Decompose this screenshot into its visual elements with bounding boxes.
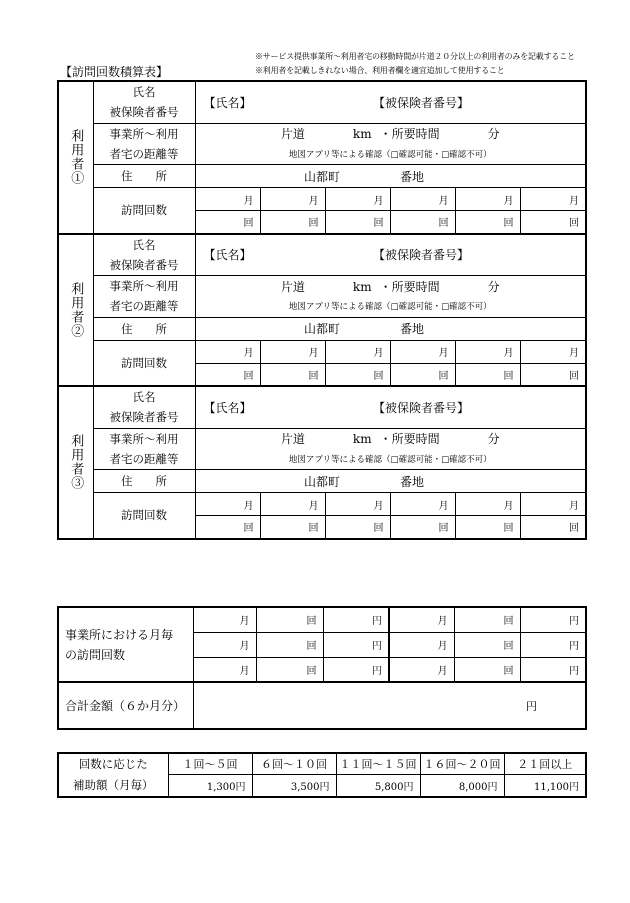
summary-month-cell[interactable]: 月 bbox=[193, 657, 256, 682]
visit-month-cell[interactable]: 月 bbox=[520, 493, 586, 516]
visit-count-cell[interactable]: 回 bbox=[325, 211, 390, 234]
distance-label: 事業所〜利用 bbox=[93, 276, 195, 297]
insured-number-label: 被保険者番号 bbox=[93, 255, 195, 276]
summary-count-cell[interactable]: 回 bbox=[454, 607, 520, 632]
travel-time-label: ・所要時間 bbox=[379, 432, 440, 446]
rate-amount-4: 8,000円 bbox=[420, 774, 504, 797]
visit-month-cell[interactable]: 月 bbox=[260, 340, 325, 363]
visit-month-cell[interactable]: 月 bbox=[260, 493, 325, 516]
travel-time-label: ・所要時間 bbox=[379, 279, 440, 294]
summary-month-cell[interactable]: 月 bbox=[389, 607, 454, 632]
summary-count-cell[interactable]: 回 bbox=[454, 657, 520, 682]
travel-time-label: ・所要時間 bbox=[379, 127, 440, 141]
visit-count-cell[interactable]: 回 bbox=[390, 363, 455, 386]
visit-count-cell[interactable]: 回 bbox=[455, 211, 520, 234]
monthly-summary-table bbox=[57, 606, 587, 730]
visit-count-cell[interactable]: 回 bbox=[455, 363, 520, 386]
visit-count-cell[interactable]: 回 bbox=[520, 516, 586, 539]
distance-label-2: 者宅の距離等 bbox=[93, 144, 195, 165]
visit-month-cell[interactable]: 月 bbox=[195, 188, 260, 211]
user-visit-table bbox=[57, 80, 587, 540]
oneway-label: 片道 bbox=[280, 127, 305, 141]
rate-amount-3: 5,800円 bbox=[336, 774, 420, 797]
visit-month-cell[interactable]: 月 bbox=[455, 188, 520, 211]
insured-number-field[interactable]: 【被保険者番号】 bbox=[325, 386, 586, 428]
name-label: 氏名 bbox=[93, 234, 195, 255]
user-label: 利用者① bbox=[58, 81, 93, 234]
address-label: 住 所 bbox=[93, 470, 195, 493]
visit-count-cell[interactable]: 回 bbox=[325, 516, 390, 539]
address-banchi[interactable]: 番地 bbox=[390, 165, 586, 188]
address-label: 住 所 bbox=[93, 317, 195, 340]
visit-month-cell[interactable]: 月 bbox=[520, 340, 586, 363]
distance-field[interactable] bbox=[195, 428, 586, 449]
visit-count-cell[interactable]: 回 bbox=[195, 211, 260, 234]
minutes-unit: 分 bbox=[487, 127, 500, 141]
subsidy-rate-table bbox=[57, 752, 587, 798]
summary-month-cell[interactable]: 月 bbox=[389, 632, 454, 657]
visit-month-cell[interactable]: 月 bbox=[195, 340, 260, 363]
address-banchi[interactable]: 番地 bbox=[390, 470, 586, 493]
address-town[interactable]: 山都町 bbox=[195, 165, 390, 188]
visit-month-cell[interactable]: 月 bbox=[390, 340, 455, 363]
insured-number-label: 被保険者番号 bbox=[93, 102, 195, 123]
map-confirm-checkbox-line[interactable]: 地図アプリ等による確認（□確認可能・□確認不可） bbox=[195, 296, 586, 317]
summary-month-cell[interactable]: 月 bbox=[193, 632, 256, 657]
visit-month-cell[interactable]: 月 bbox=[325, 493, 390, 516]
total-amount-label: 合計金額（６か月分） bbox=[58, 682, 193, 729]
rate-label-line1: 回数に応じた bbox=[58, 753, 168, 774]
address-banchi[interactable]: 番地 bbox=[390, 317, 586, 340]
visit-count-cell[interactable]: 回 bbox=[195, 516, 260, 539]
distance-field[interactable] bbox=[195, 276, 586, 297]
distance-field[interactable] bbox=[195, 123, 586, 144]
visit-month-cell[interactable]: 月 bbox=[520, 188, 586, 211]
minutes-unit: 分 bbox=[487, 432, 500, 446]
monthly-visits-label bbox=[58, 607, 193, 682]
rate-amount-1: 1,300円 bbox=[168, 774, 252, 797]
distance-label: 事業所〜利用 bbox=[93, 428, 195, 449]
summary-yen-cell[interactable]: 円 bbox=[520, 607, 586, 632]
km-unit: km bbox=[352, 127, 372, 141]
visit-month-cell[interactable]: 月 bbox=[390, 493, 455, 516]
visit-month-cell[interactable]: 月 bbox=[325, 188, 390, 211]
summary-count-cell[interactable]: 回 bbox=[256, 657, 323, 682]
user-label: 利用者② bbox=[58, 234, 93, 387]
insured-number-field[interactable]: 【被保険者番号】 bbox=[325, 81, 586, 123]
summary-yen-cell[interactable]: 円 bbox=[323, 607, 389, 632]
rate-range-1: １回〜５回 bbox=[168, 753, 252, 774]
address-label: 住 所 bbox=[93, 165, 195, 188]
visit-month-cell[interactable]: 月 bbox=[260, 188, 325, 211]
visit-month-cell[interactable]: 月 bbox=[195, 493, 260, 516]
name-field[interactable]: 【氏名】 bbox=[195, 81, 325, 123]
oneway-label: 片道 bbox=[280, 279, 305, 294]
visit-count-cell[interactable]: 回 bbox=[390, 211, 455, 234]
visit-month-cell[interactable]: 月 bbox=[325, 340, 390, 363]
rate-range-2: ６回〜１０回 bbox=[252, 753, 336, 774]
summary-yen-cell[interactable]: 円 bbox=[323, 632, 389, 657]
visit-month-cell[interactable]: 月 bbox=[390, 188, 455, 211]
rate-range-3: １１回〜１５回 bbox=[336, 753, 420, 774]
distance-label-2: 者宅の距離等 bbox=[93, 449, 195, 470]
visit-count-cell[interactable]: 回 bbox=[455, 516, 520, 539]
distance-label-2: 者宅の距離等 bbox=[93, 296, 195, 317]
km-unit: km bbox=[352, 432, 372, 446]
address-town[interactable]: 山都町 bbox=[195, 470, 390, 493]
summary-count-cell[interactable]: 回 bbox=[454, 632, 520, 657]
rate-amount-2: 3,500円 bbox=[252, 774, 336, 797]
visit-count-cell[interactable]: 回 bbox=[260, 363, 325, 386]
km-unit: km bbox=[352, 279, 372, 294]
visit-count-cell[interactable]: 回 bbox=[195, 363, 260, 386]
visit-count-cell[interactable]: 回 bbox=[390, 516, 455, 539]
visits-label: 訪問回数 bbox=[93, 188, 195, 234]
summary-month-cell[interactable]: 月 bbox=[389, 657, 454, 682]
minutes-unit: 分 bbox=[487, 279, 500, 294]
summary-count-cell[interactable]: 回 bbox=[256, 632, 323, 657]
visits-label: 訪問回数 bbox=[93, 493, 195, 539]
name-field[interactable]: 【氏名】 bbox=[195, 234, 325, 276]
user-label: 利用者③ bbox=[58, 386, 93, 539]
visit-month-cell[interactable]: 月 bbox=[455, 493, 520, 516]
monthly-label-line1: 事業所における月毎 bbox=[65, 627, 174, 642]
name-field[interactable]: 【氏名】 bbox=[195, 386, 325, 428]
rate-amount-5: 11,100円 bbox=[504, 774, 586, 797]
address-town[interactable]: 山都町 bbox=[195, 317, 390, 340]
visit-count-cell[interactable]: 回 bbox=[260, 211, 325, 234]
visit-count-cell[interactable]: 回 bbox=[325, 363, 390, 386]
monthly-label-line2: の訪問回数 bbox=[65, 647, 126, 662]
total-amount-field[interactable]: 円 bbox=[193, 682, 586, 729]
rate-range-4: １６回〜２０回 bbox=[420, 753, 504, 774]
rate-range-5: ２１回以上 bbox=[504, 753, 586, 774]
visit-count-cell[interactable]: 回 bbox=[260, 516, 325, 539]
note-travel-time: ※サービス提供事業所〜利用者宅の移動時間が片道２０分以上の利用者のみを記載すること bbox=[255, 52, 575, 61]
rate-label-line2: 補助額（月毎） bbox=[58, 774, 168, 797]
visit-count-cell[interactable]: 回 bbox=[520, 363, 586, 386]
form-title: 【訪問回数積算表】 bbox=[60, 65, 169, 79]
summary-count-cell[interactable]: 回 bbox=[256, 607, 323, 632]
insured-number-label: 被保険者番号 bbox=[93, 407, 195, 428]
map-confirm-checkbox-line[interactable]: 地図アプリ等による確認（□確認可能・□確認不可） bbox=[195, 449, 586, 470]
summary-yen-cell[interactable]: 円 bbox=[520, 632, 586, 657]
name-label: 氏名 bbox=[93, 386, 195, 407]
oneway-label: 片道 bbox=[280, 432, 305, 446]
summary-yen-cell[interactable]: 円 bbox=[323, 657, 389, 682]
visit-count-cell[interactable]: 回 bbox=[520, 211, 586, 234]
summary-month-cell[interactable]: 月 bbox=[193, 607, 256, 632]
visit-month-cell[interactable]: 月 bbox=[455, 340, 520, 363]
map-confirm-checkbox-line[interactable]: 地図アプリ等による確認（□確認可能・□確認不可） bbox=[195, 144, 586, 165]
distance-label: 事業所〜利用 bbox=[93, 123, 195, 144]
summary-yen-cell[interactable]: 円 bbox=[520, 657, 586, 682]
name-label: 氏名 bbox=[93, 81, 195, 102]
visits-label: 訪問回数 bbox=[93, 340, 195, 386]
note-add-rows: ※利用者を記載しきれない場合、利用者欄を適宜追加して使用すること bbox=[255, 66, 505, 75]
insured-number-field[interactable]: 【被保険者番号】 bbox=[325, 234, 586, 276]
